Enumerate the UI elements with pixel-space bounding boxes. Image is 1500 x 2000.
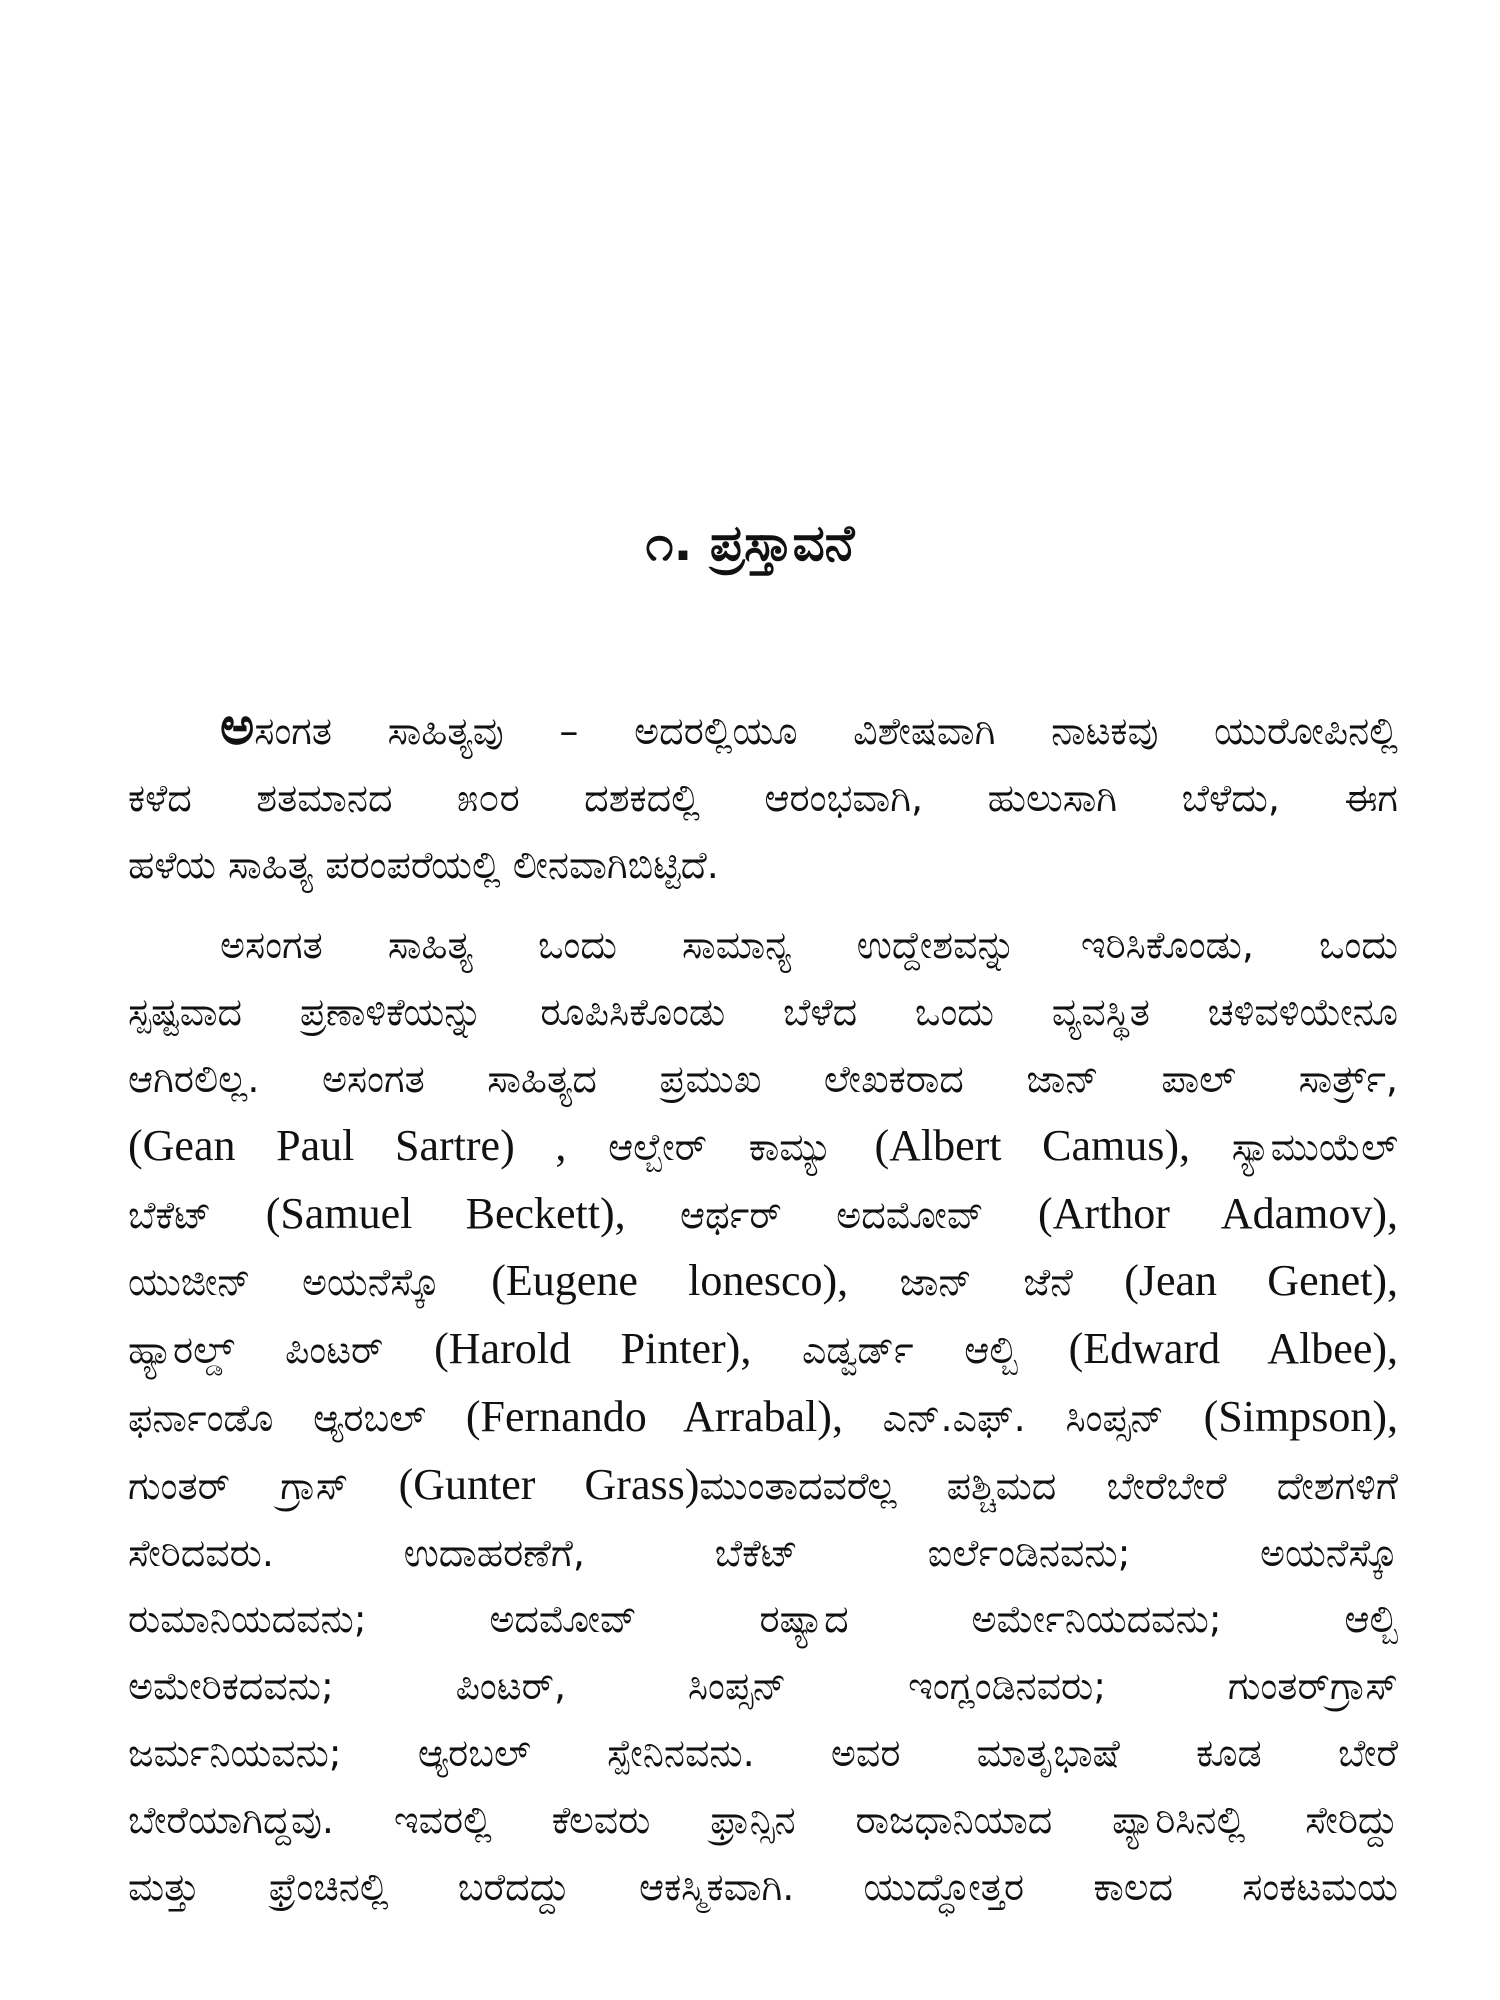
paragraph-2-line-4 [128, 1113, 1398, 1181]
kannada-name-albee: ಎಡ್ವರ್ಡ್ ಆಲ್ಬಿ [751, 1328, 1069, 1373]
paragraph-1 [128, 694, 1398, 898]
paragraph-2-line-10: ಸೇರಿದವರು. ಉದಾಹರಣೆಗೆ, ಬೆಕೆಟ್ ಐರ್ಲೆಂಡಿನವನು; ಅಯನೆಸ್ಕೊ [128, 1530, 1398, 1575]
latin-name-grass: (Gunter Grass) [398, 1459, 700, 1509]
kannada-name-ionesco: ಯುಜೀನ್ ಅಯನೆಸ್ಕೊ [128, 1260, 492, 1305]
latin-name-camus: (Albert Camus), [874, 1120, 1191, 1170]
kannada-name-camus: ಆಲ್ಬೇರ್ ಕಾಮ್ಯು [566, 1124, 875, 1169]
paragraph-2-line-8 [128, 1384, 1398, 1452]
latin-name-sartre: (Gean Paul Sartre) , [128, 1120, 567, 1170]
latin-name-genet: (Jean Genet), [1124, 1256, 1398, 1306]
latin-name-ionesco: (Eugene lonesco), [491, 1256, 849, 1306]
latin-name-beckett: (Samuel Beckett), [265, 1188, 626, 1238]
paragraph-2-line-15: ಮತ್ತು ಫ್ರೆಂಚಿನಲ್ಲಿ ಬರೆದದ್ದು ಆಕಸ್ಮಿಕವಾಗಿ. ಯುದ್ಧೋತ್ತರ ಕಾಲದ ಸಂಕಟಮಯ [128, 1864, 1398, 1909]
paragraph-2-line-3: ಆಗಿರಲಿಲ್ಲ. ಅಸಂಗತ ಸಾಹಿತ್ಯದ ಪ್ರಮುಖ ಲೇಖಕರಾದ ಜಾನ್ ಪಾಲ್ ಸಾರ್ತ್ರ್, [128, 1056, 1398, 1101]
kannada-name-arrabal: ಫರ್ನಾಂಡೊ ಆ್ಯರಬಲ್ [128, 1395, 466, 1440]
kannada-name-samuel: ಸ್ಯಾಮುಯೆಲ್ [1190, 1124, 1399, 1169]
drop-cap: ಅ [220, 697, 255, 757]
paragraph-2-line-6 [128, 1248, 1398, 1316]
kannada-name-pinter: ಹ್ಯಾರಲ್ಡ್ ಪಿಂಟರ್ [128, 1328, 435, 1373]
kannada-name-grass: ಗುಂತರ್ ಗ್ರಾಸ್ [128, 1463, 399, 1508]
paragraph-2-line-11: ರುಮಾನಿಯದವನು; ಅದಮೋವ್ ರಷ್ಯಾದ ಅರ್ಮೇನಿಯದವನು; ಆಲ್ಬಿ [128, 1597, 1398, 1642]
line-text: ಸಂಗತ ಸಾಹಿತ್ಯವು – ಅದರಲ್ಲಿಯೂ ವಿಶೇಷವಾಗಿ ನಾಟಕವು ಯುರೋಪಿನಲ್ಲಿ [254, 709, 1398, 753]
paragraph-2-line-2: ಸ್ಪಷ್ಟವಾದ ಪ್ರಣಾಳಿಕೆಯನ್ನು ರೂಪಿಸಿಕೊಂಡು ಬೆಳೆದ ಒಂದು ವ್ಯವಸ್ಥಿತ ಚಳಿವಳಿಯೇನೂ [128, 990, 1398, 1035]
paragraph-2-line-14: ಬೇರೆಯಾಗಿದ್ದವು. ಇವರಲ್ಲಿ ಕೆಲವರು ಫ್ರಾನ್ಸಿನ ರಾಜಧಾನಿಯಾದ ಪ್ಯಾರಿಸಿನಲ್ಲಿ ಸೇರಿದ್ದು [128, 1797, 1398, 1842]
paragraph-1-line-1 [128, 694, 1398, 765]
chapter-title: ೧. ಪ್ರಸ್ತಾವನೆ [645, 514, 855, 572]
kannada-name-beckett: ಬೆಕೆಟ್ [128, 1192, 266, 1237]
kannada-name-simpson: ಎನ್.ಎಫ್. ಸಿಂಪ್ಸನ್ [842, 1395, 1204, 1440]
paragraph-2 [128, 912, 1398, 1920]
latin-name-pinter: (Harold Pinter), [434, 1324, 752, 1374]
latin-name-arrabal: (Fernando Arrabal), [465, 1391, 843, 1441]
kannada-name-adamov: ಆರ್ಥರ್ ಅದಮೋವ್ [625, 1192, 1038, 1237]
paragraph-2-line-7 [128, 1316, 1398, 1384]
line-text: ಮುಂತಾದವರೆಲ್ಲ ಪಶ್ಚಿಮದ ಬೇರೆಬೇರೆ ದೇಶಗಳಿಗೆ [699, 1463, 1398, 1508]
kannada-name-genet: ಜಾನ್ ಜೆನೆ [848, 1260, 1125, 1305]
latin-name-adamov: (Arthor Adamov), [1037, 1188, 1398, 1238]
body-text [128, 694, 1398, 1920]
latin-name-albee: (Edward Albee), [1068, 1324, 1399, 1374]
paragraph-2-line-9 [128, 1452, 1398, 1520]
paragraph-gap [128, 898, 1398, 912]
paragraph-2-line-13: ಜರ್ಮನಿಯವನು; ಆ್ಯರಬಲ್ ಸ್ಪೇನಿನವನು. ಅವರ ಮಾತೃಭಾಷೆ ಕೂಡ ಬೇರೆ [128, 1730, 1398, 1775]
paragraph-2-line-5 [128, 1181, 1398, 1249]
latin-name-simpson: (Simpson), [1203, 1391, 1398, 1441]
paragraph-2-line-12: ಅಮೇರಿಕದವನು; ಪಿಂಟರ್, ಸಿಂಪ್ಸನ್ ಇಂಗ್ಲಂಡಿನವರು; ಗುಂತರ್‌ಗ್ರಾಸ್ [128, 1664, 1398, 1709]
paragraph-1-line-2: ಕಳೆದ ಶತಮಾನದ ೫೦ರ ದಶಕದಲ್ಲಿ ಆರಂಭವಾಗಿ, ಹುಲುಸಾಗಿ ಬೆಳೆದು, ಈಗ [128, 775, 1398, 820]
paragraph-1-line-3: ಹಳೆಯ ಸಾಹಿತ್ಯ ಪರಂಪರೆಯಲ್ಲಿ ಲೀನವಾಗಿಬಿಟ್ಟಿದೆ. [128, 842, 719, 887]
paragraph-2-line-1: ಅಸಂಗತ ಸಾಹಿತ್ಯ ಒಂದು ಸಾಮಾನ್ಯ ಉದ್ದೇಶವನ್ನು ಇರಿಸಿಕೊಂಡು, ಒಂದು [220, 923, 1398, 968]
